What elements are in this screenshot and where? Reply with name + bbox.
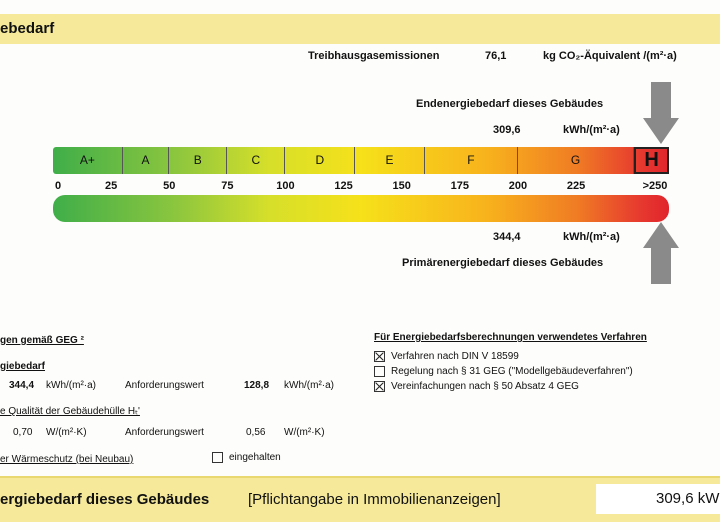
energy-class-g: G bbox=[518, 147, 634, 174]
row1-unit: kWh/(m²·a) bbox=[46, 380, 96, 391]
emissions-value: 76,1 bbox=[485, 50, 507, 62]
requirements-title: gen gemäß GEG ² bbox=[0, 335, 84, 346]
scale-tick-label: 50 bbox=[163, 180, 176, 192]
scale-tick-label: >250 bbox=[642, 180, 668, 192]
scale-tick-label: 75 bbox=[221, 180, 234, 192]
method-option-label: Verfahren nach DIN V 18599 bbox=[391, 351, 519, 362]
row1-req-label: Anforderungswert bbox=[125, 380, 204, 391]
section-title: ebedarf bbox=[0, 20, 55, 37]
thermal-protection-checkbox[interactable] bbox=[212, 452, 281, 463]
method-option-50[interactable] bbox=[374, 379, 633, 394]
energy-class-f: F bbox=[425, 147, 518, 174]
method-option-din[interactable] bbox=[374, 349, 633, 364]
footer-value-box bbox=[596, 484, 720, 514]
primary-energy-value: 344,4 bbox=[493, 231, 521, 243]
section-header bbox=[0, 14, 720, 44]
end-energy-arrow-icon bbox=[643, 82, 679, 144]
energy-class-aplus: A+ bbox=[53, 147, 123, 174]
row2-req-value: 0,56 bbox=[246, 427, 266, 438]
method-options bbox=[374, 349, 633, 394]
scale-tick-label: 175 bbox=[450, 180, 469, 192]
emissions-label: Treibhausgasemissionen bbox=[308, 50, 440, 62]
method-option-label: Regelung nach § 31 GEG ("Modellgebäudeverfahren") bbox=[391, 366, 633, 377]
scale-tick-label: 200 bbox=[508, 180, 528, 192]
checked-box-icon[interactable] bbox=[374, 381, 385, 392]
energy-class-c: C bbox=[227, 147, 285, 174]
scale-tick-label: 100 bbox=[276, 180, 295, 192]
row3-label: er Wärmeschutz (bei Neubau) bbox=[0, 454, 134, 465]
energy-class-scale bbox=[53, 147, 669, 174]
scale-tick-label: 25 bbox=[104, 180, 118, 192]
footer-value: 309,6 kW bbox=[656, 490, 720, 507]
thermal-protection-label: eingehalten bbox=[229, 452, 281, 464]
unchecked-box-icon[interactable] bbox=[374, 366, 385, 377]
scale-tick-label: 125 bbox=[334, 180, 353, 192]
scale-tick-label: 225 bbox=[566, 180, 586, 192]
energy-gradient-bar bbox=[53, 195, 669, 222]
energy-class-e: E bbox=[355, 147, 425, 174]
end-energy-title: Endenergiebedarf dieses Gebäudes bbox=[416, 98, 604, 110]
row1-value: 344,4 bbox=[9, 380, 35, 391]
row2-unit: W/(m²·K) bbox=[46, 427, 87, 438]
energy-class-a: A bbox=[123, 147, 169, 174]
emissions-unit: kg CO₂-Äquivalent /(m²·a) bbox=[543, 50, 677, 62]
method-option-label: Vereinfachungen nach § 50 Absatz 4 GEG bbox=[391, 381, 579, 392]
energy-class-h: H bbox=[634, 147, 669, 174]
energy-class-d: D bbox=[285, 147, 355, 174]
checked-box-icon[interactable] bbox=[374, 351, 385, 362]
row2-value: 0,70 bbox=[13, 427, 33, 438]
primary-energy-title: Primärenergiebedarf dieses Gebäudes bbox=[402, 257, 604, 269]
footer-note: [Pflichtangabe in Immobilienanzeigen] bbox=[248, 491, 501, 508]
scale-tick-label: 150 bbox=[392, 180, 411, 192]
row1-req-unit: kWh/(m²·a) bbox=[284, 380, 334, 391]
method-option-31[interactable] bbox=[374, 364, 633, 379]
primary-energy-unit: kWh/(m²·a) bbox=[563, 231, 620, 243]
scale-tick-label: 0 bbox=[54, 180, 62, 192]
end-energy-unit: kWh/(m²·a) bbox=[563, 124, 620, 136]
row2-req-unit: W/(m²·K) bbox=[284, 427, 325, 438]
checkbox-box[interactable] bbox=[212, 452, 223, 463]
method-title: Für Energiebedarfsberechnungen verwendetes Verfahren bbox=[374, 332, 647, 343]
primary-energy-arrow-icon bbox=[643, 222, 679, 284]
energy-class-b: B bbox=[169, 147, 227, 174]
row1-req-value: 128,8 bbox=[244, 380, 270, 391]
footer-label: ergiebedarf dieses Gebäudes bbox=[0, 491, 210, 508]
row2-label: e Qualität der Gebäudehülle Hₜ' bbox=[0, 406, 140, 417]
end-energy-value: 309,6 bbox=[493, 124, 521, 136]
row2-req-label: Anforderungswert bbox=[125, 427, 204, 438]
row1-label: giebedarf bbox=[0, 361, 46, 372]
